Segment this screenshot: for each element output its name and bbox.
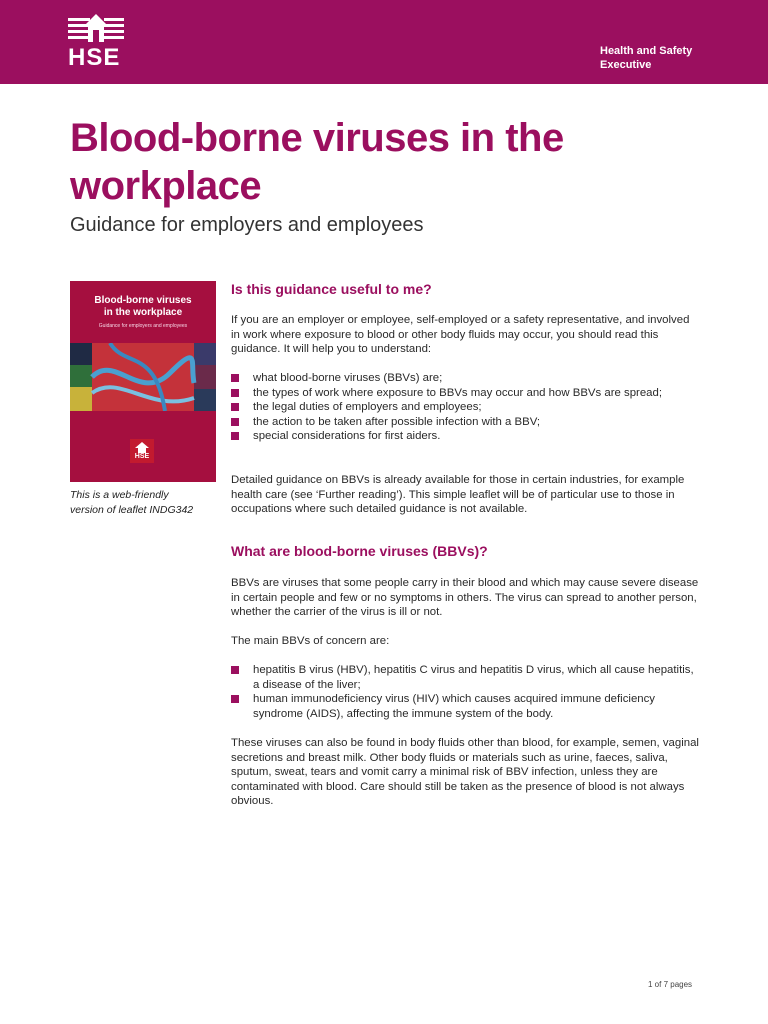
cover-subtitle: Guidance for employers and employees: [98, 323, 188, 329]
org-line-2: Executive: [600, 59, 652, 71]
hse-logo-text: HSE: [68, 44, 121, 71]
page-title: Blood-borne viruses in the workplace: [70, 116, 564, 208]
section2-para-3: These viruses can also be found in body fluids other than blood, for example, semen, vaginal secretions and breast milk. Other body fluids or materials such as urine, faeces, saliva, sputum, sweat, tears and vomit carry a minimal risk of BBV infection, unless they are contaminated with blood. Care should still be taken as the presence of blood is not always obvious.: [231, 737, 699, 807]
list-item: what blood-borne viruses (BBVs) are;: [231, 371, 699, 386]
section1-bullet-list: [231, 371, 699, 444]
cover-title: [70, 295, 216, 319]
bullet-square-icon: [231, 418, 239, 426]
caption-line-2: version of leaflet INDG342: [70, 504, 194, 516]
section2-bullet-list: [231, 663, 699, 721]
section1-closing: Detailed guidance on BBVs is already available for those in certain industries, for example health care (see ‘Further reading’). This simple leaflet will be of particular use to those in occupations where such detailed guidance is not available.: [231, 474, 685, 515]
list-item: human immunodeficiency virus (HIV) which causes acquired immune deficiency syndrome (AIDS), affecting the immune system of the body.: [231, 692, 699, 721]
list-item: hepatitis B virus (HBV), hepatitis C virus and hepatitis D virus, which all cause hepatitis, a disease of the liver;: [231, 663, 699, 692]
section-heading-useful: Is this guidance useful to me?: [231, 281, 432, 297]
cover-collage-image: [70, 343, 216, 411]
list-item: the action to be taken after possible infection with a BBV;: [231, 415, 699, 430]
cover-title-line-1: Blood-borne viruses: [94, 295, 192, 306]
list-item: the legal duties of employers and employees;: [231, 400, 699, 415]
page-number: 1 of 7 pages: [648, 980, 693, 989]
bullet-square-icon: [231, 666, 239, 674]
cover-title-line-2: in the workplace: [103, 307, 183, 318]
cover-logo-text: HSE: [134, 453, 150, 460]
organisation-name: [600, 44, 740, 72]
list-item: the types of work where exposure to BBVs may occur and how BBVs are spread;: [231, 386, 699, 401]
bullet-square-icon: [231, 389, 239, 397]
bullet-square-icon: [231, 403, 239, 411]
page-subtitle: Guidance for employers and employees: [70, 214, 424, 236]
list-item: special considerations for first aiders.: [231, 429, 699, 444]
section-heading-what-are-bbvs: What are blood-borne viruses (BBVs)?: [231, 543, 488, 559]
org-line-1: Health and Safety: [600, 45, 693, 57]
header-bar: [0, 0, 768, 84]
cover-caption: [70, 488, 220, 518]
section2-para-2: The main BBVs of concern are:: [231, 635, 390, 647]
bullet-square-icon: [231, 374, 239, 382]
bullet-square-icon: [231, 695, 239, 703]
section2-para-1: BBVs are viruses that some people carry in their blood and which may cause severe disease in certain people and few or no symptoms in others. The virus can spread to another person, whether the carrier of the virus is ill or not.: [231, 577, 699, 618]
bullet-square-icon: [231, 432, 239, 440]
caption-line-1: This is a web-friendly: [70, 489, 169, 501]
section1-intro: If you are an employer or employee, self-employed or a safety representative, and involved in work where exposure to blood or other body fluids may occur, you should read this guidance. It will help you to understand:: [231, 314, 690, 355]
leaflet-cover-image: [70, 281, 216, 482]
hse-house-icon: [68, 14, 128, 44]
cover-hse-logo: [130, 439, 154, 463]
